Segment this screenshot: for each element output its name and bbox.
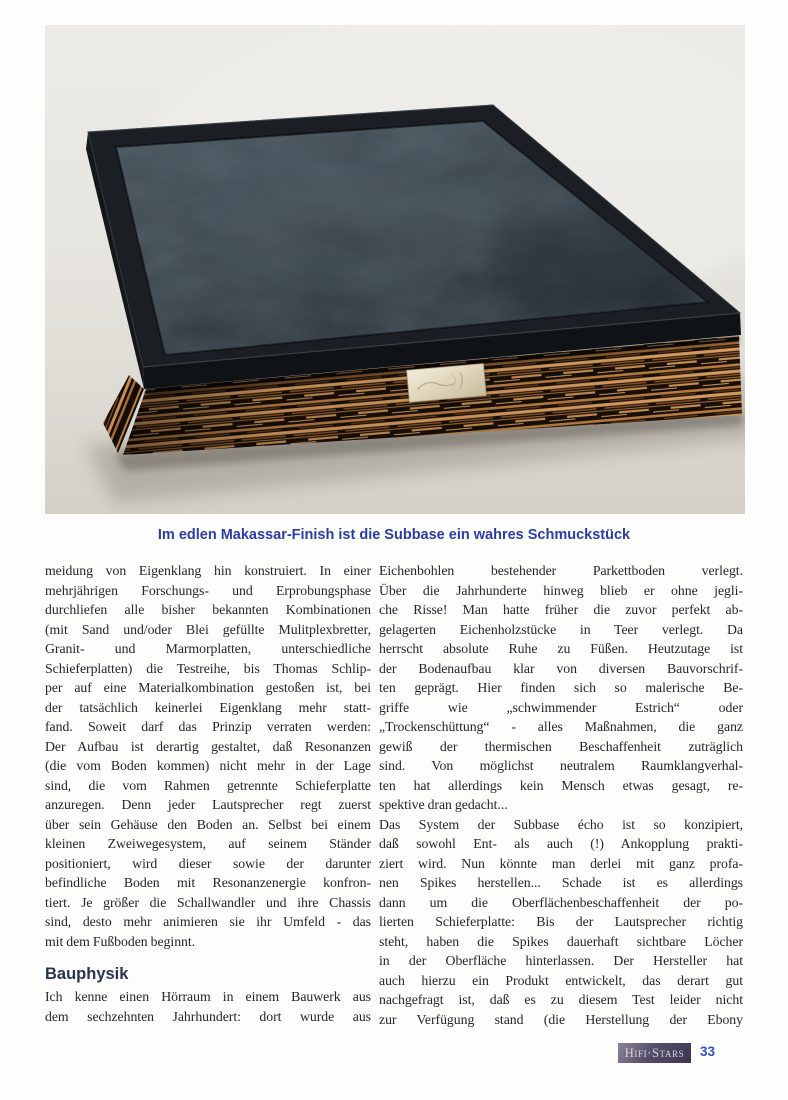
- text-line: lierten Schieferplatte: Bis der Lautsprecher richtig: [379, 914, 743, 929]
- article-column-right: [379, 561, 743, 1029]
- text-line: spektive dran gedacht...: [379, 797, 508, 812]
- paragraph: [379, 561, 743, 1029]
- text-line: in der Oberfläche hinterlassen. Der Hersteller hat: [379, 953, 743, 968]
- text-line: der Bodenaufbau klar von diversen Bauvorschrif-: [379, 660, 743, 676]
- text-line: fand. Soweit darf das Prinzip verraten werden:: [45, 719, 371, 734]
- text-line: meidung von Eigenklang hin konstruiert. In einer: [45, 563, 371, 578]
- text-line: ten hat allerdings kein Mensch etwas gesagt, re-: [379, 777, 743, 793]
- text-line: nachgefragt ist, daß es zu diesem Test leider nicht: [379, 992, 743, 1007]
- text-line: sind, die vom Rahmen getrennte Schieferplatte: [45, 777, 371, 793]
- text-line: befindliche Boden mit Resonanzenergie konfron-: [45, 875, 371, 890]
- text-line: tiert. Je größer die Schallwandler und ihre Chassis: [45, 894, 371, 910]
- section-heading: Bauphysik: [45, 965, 129, 983]
- text-line: positioniert, wird dieser sowie der darunter: [45, 855, 371, 871]
- text-line: Über die Jahrhunderte hinweg blieb er ohne jegli-: [379, 582, 743, 598]
- product-photo: [45, 25, 745, 514]
- page-footer: [0, 1042, 788, 1068]
- text-line: Das System der Subbase écho ist so konzipiert,: [379, 816, 743, 832]
- text-line: ten geprägt. Hier finden sich so malerische Be-: [379, 680, 743, 695]
- subbase-photo-illustration: [45, 25, 745, 514]
- brand-plaque: [407, 363, 488, 405]
- text-line: nen Spikes herstellen... Schade ist es allerdings: [379, 875, 743, 890]
- text-line: per auf eine Materialkombination gestoßen ist, bei: [45, 680, 371, 695]
- text-line: che Risse! Man hatte früher die zuvor perfekt ab-: [379, 602, 743, 617]
- text-line: der tatsächlich keinerlei Eigenklang mehr statt-: [45, 699, 371, 715]
- text-line: herrscht absolute Ruhe zu Füßen. Heutzutage ist: [379, 641, 743, 656]
- text-line: durchliefen alle bisher bekannten Kombinationen: [45, 602, 371, 617]
- text-line: daß sowohl Ent- als auch (!) Ankopplung prakti-: [379, 836, 743, 851]
- page-number: 33: [700, 1044, 716, 1059]
- paragraph: [45, 987, 371, 1026]
- text-line: auch hierzu ein Produkt entwickelt, das derart gut: [379, 972, 743, 988]
- text-line: sind. Von möglichst neutralem Raumklangverhal-: [379, 758, 743, 773]
- text-line: sind, desto mehr animieren sie ihr Umfeld - das: [45, 914, 371, 929]
- text-line: Granit- und Marmorplatten, unterschiedliche: [45, 641, 371, 656]
- text-line: Eichenbohlen bestehender Parkettboden verlegt.: [379, 563, 743, 578]
- text-line: gewiß der thermischen Beschaffenheit zuträglich: [379, 738, 743, 754]
- text-line: dem sechzehnten Jahrhundert: dort wurde aus: [45, 1008, 371, 1024]
- text-line: „Trockenschüttung“ - alles Maßnahmen, die ganz: [379, 719, 743, 734]
- text-line: Der Aufbau ist derartig gestaltet, daß Resonanzen: [45, 738, 371, 754]
- text-line: kleinen Zweiwegesystem, auf seinem Ständer: [45, 836, 371, 851]
- text-line: Schieferplatten) die Testreihe, bis Thomas Schlip-: [45, 660, 371, 676]
- text-line: gelagerten Eichenholzstücke in Teer verlegt. Da: [379, 621, 743, 637]
- text-line: zur Verfügung stand (die Herstellung der Ebony: [379, 1011, 743, 1027]
- text-line: mehrjährigen Forschungs- und Erprobungsphase: [45, 582, 371, 598]
- paragraph: [45, 561, 371, 951]
- article-columns: [45, 561, 743, 1029]
- text-line: griffe wie „schwimmender Estrich“ oder: [379, 699, 743, 715]
- text-line: dann um die Oberflächenbeschaffenheit der po-: [379, 894, 743, 910]
- text-line: über sein Gehäuse den Boden an. Selbst bei einem: [45, 816, 371, 832]
- text-line: steht, haben die Spikes dauerhaft sichtbare Löcher: [379, 933, 743, 949]
- text-line: (mit Sand und/oder Blei gefüllte Mulitplexbretter,: [45, 621, 371, 637]
- text-line: Ich kenne einen Hörraum in einem Bauwerk aus: [45, 989, 371, 1004]
- hifi-stars-logo: Hifi·Stars: [618, 1043, 691, 1063]
- article-column-left: [45, 561, 371, 1029]
- text-line: mit dem Fußboden beginnt.: [45, 933, 196, 949]
- text-line: anzuregen. Denn jeder Lautsprecher regt zuerst: [45, 797, 371, 812]
- photo-caption: Im edlen Makassar-Finish ist die Subbase ein wahres Schmuckstück: [157, 527, 631, 543]
- text-line: ziert wird. Nun könnte man derlei mit ganz profa-: [379, 855, 743, 871]
- text-line: (die vom Boden kommen) nicht mehr in der Lage: [45, 758, 371, 773]
